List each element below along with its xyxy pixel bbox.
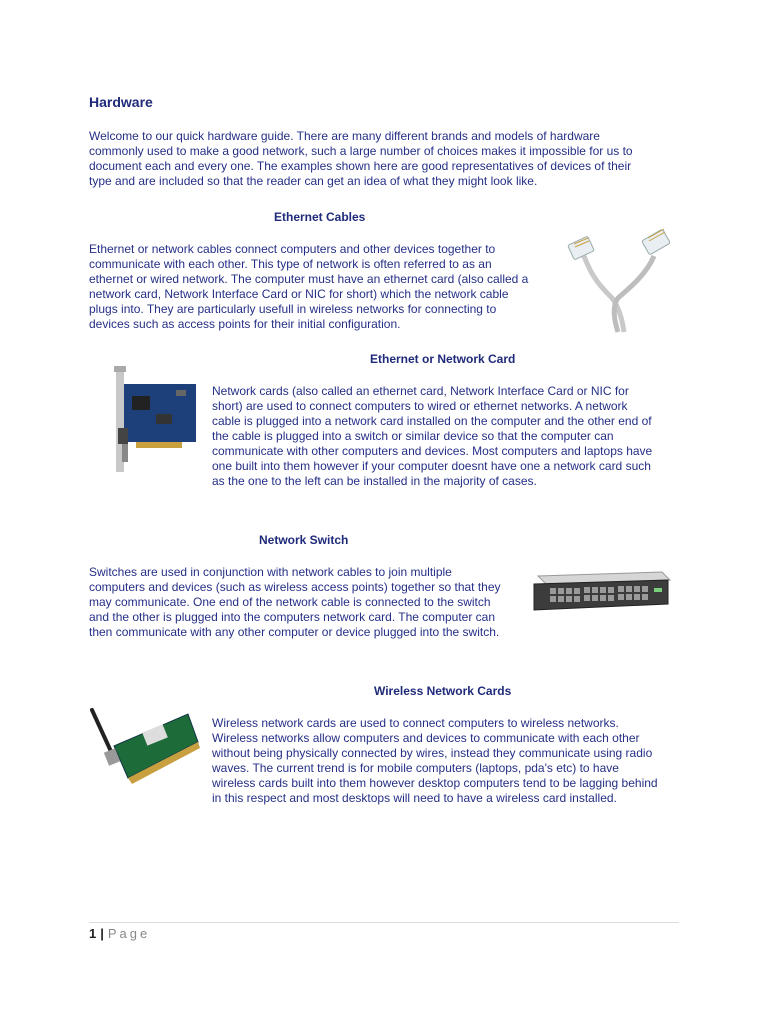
- text-line: devices such as access points for their initial configuration.: [89, 317, 401, 331]
- network-switch-paragraph: [89, 565, 529, 640]
- text-line: then communicate with any other computer or device plugged into the switch.: [89, 625, 500, 639]
- text-line: Wireless networks allow computers and devices to communicate with each other: [212, 731, 640, 745]
- text-line: one built into them however if your computer doesnt have one a network card such: [212, 459, 651, 473]
- text-line: network card, Network Interface Card or NIC for short) which the network cable: [89, 287, 509, 301]
- page-footer: [89, 926, 150, 941]
- intro-line: Welcome to our quick hardware guide. There are many different brands and models of hardware: [89, 129, 600, 143]
- network-card-paragraph: [212, 384, 682, 489]
- section-title-network-card: Ethernet or Network Card: [370, 352, 516, 366]
- text-line: in this respect and most desktops will need to have a wireless card installed.: [212, 791, 617, 805]
- text-line: the cable is plugged into a switch or similar device so that the computer can: [212, 429, 614, 443]
- text-line: communicate with each other. This type of network is often referred to as an: [89, 257, 492, 271]
- section-title-ethernet-cables: Ethernet Cables: [274, 210, 366, 224]
- network-switch-image: [530, 570, 672, 614]
- intro-line: document each and every one. The examples shown here are good representatives of devices of their: [89, 159, 632, 173]
- text-line: waves. The current trend is for mobile computers (laptops, pda's etc) to have: [212, 761, 619, 775]
- text-line: Ethernet or network cables connect computers and other devices together to: [89, 242, 496, 256]
- page-number: 1: [89, 926, 97, 941]
- ethernet-cables-paragraph: [89, 242, 529, 332]
- text-line: without being physically connected by wires, instead they communicate using radio: [212, 746, 653, 760]
- text-line: cable is plugged into a network card installed on the computer and the other end of: [212, 414, 652, 428]
- page-label: Page: [107, 926, 151, 941]
- section-title-wireless-cards: Wireless Network Cards: [374, 684, 512, 698]
- section-title-network-switch: Network Switch: [259, 533, 349, 547]
- text-line: Switches are used in conjunction with network cables to join multiple: [89, 565, 452, 579]
- ethernet-cable-image: [562, 228, 677, 333]
- text-line: and the other is plugged into the computers network card. The computer can: [89, 610, 496, 624]
- intro-paragraph: [89, 129, 669, 189]
- text-line: as the one to the left can be installed in the majority of cases.: [212, 474, 537, 488]
- page-heading: Hardware: [89, 94, 153, 110]
- text-line: computers and devices (such as wireless access points) together so that they: [89, 580, 501, 594]
- text-line: Network cards (also called an ethernet card, Network Interface Card or NIC for: [212, 384, 629, 398]
- text-line: Wireless network cards are used to connect computers to wireless networks.: [212, 716, 619, 730]
- intro-line: commonly used to make a good network, such a large number of choices makes it impossible for us to: [89, 144, 633, 158]
- intro-line: type and are included so that the reader can get an idea of what they might look like.: [89, 174, 538, 188]
- text-line: ethernet or wired network. The computer must have an ethernet card (also called a: [89, 272, 529, 286]
- text-line: plugs into. They are particularly usefull in wireless networks for connecting to: [89, 302, 497, 316]
- text-line: may communicate. One end of the network cable is connected to the switch: [89, 595, 491, 609]
- text-line: wireless cards built into them however desktop computers tend to be lagging behind: [212, 776, 658, 790]
- text-line: communicate with other computers and devices. Most computers and laptops have: [212, 444, 653, 458]
- wireless-card-image: [88, 706, 200, 786]
- wireless-cards-paragraph: [212, 716, 682, 806]
- footer-separator: |: [100, 926, 104, 941]
- network-card-image: [92, 366, 202, 476]
- footer-divider: [89, 922, 679, 923]
- text-line: short) are used to connect computers to wired or ethernet networks. A network: [212, 399, 628, 413]
